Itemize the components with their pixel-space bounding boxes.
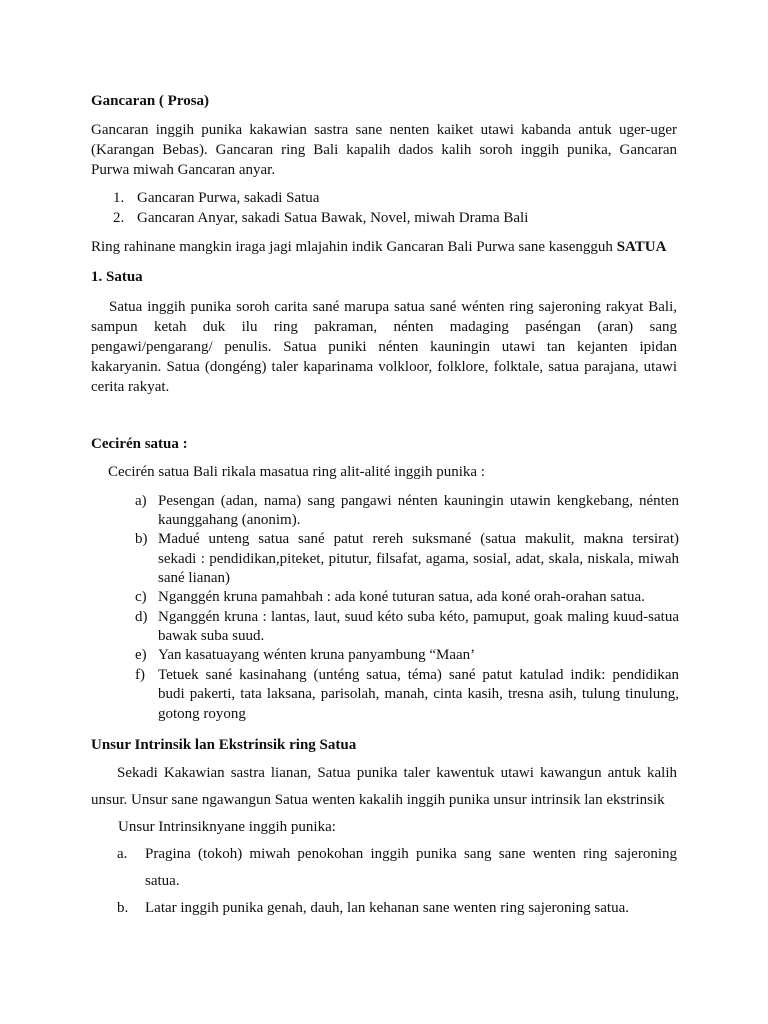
list-item	[135, 530, 679, 588]
list-item-line: Pesengan (adan, nama) sang pangawi nénten kauningin utawin kengkebang, nénten	[158, 492, 679, 509]
list-item-body	[158, 588, 679, 607]
list-item-line: budi pakerti, tata laksana, parisolah, manah, cinta kasih, tresna asih, tulung tinulung,	[158, 686, 679, 703]
intrinsik-list	[117, 841, 677, 922]
list-item-line: gotong royong	[158, 705, 246, 722]
list-item-line: Nganggén kruna pamahbah : ada koné tuturan satua, ada koné orah-orahan satua.	[158, 589, 645, 606]
list-item-line: Yan kasatuayang wénten kruna panyambung “Maan’	[158, 647, 476, 664]
intrinsik-intro: Unsur Intrinsiknyane inggih punika:	[118, 818, 336, 835]
list-item	[113, 208, 677, 229]
paragraph-line: Satua inggih punika soroh carita sané marupa satua sané wénten ring sajeroning rakyat Bali,	[109, 298, 677, 315]
paragraph-line: Sekadi Kakawian sastra lianan, Satua punika taler kawentuk utawi kawangun antuk kalih	[117, 764, 677, 781]
list-marker: b.	[117, 899, 129, 916]
gancaran-types-list	[113, 188, 677, 229]
list-marker: a.	[117, 845, 128, 862]
paragraph-line: (Karangan Bebas). Gancaran ring Bali kapalih dados kalih soroh inggih punika, Gancaran	[91, 141, 677, 158]
paragraph-line: cerita rakyat.	[91, 378, 170, 395]
satua-paragraph	[91, 297, 677, 397]
list-item-body	[145, 895, 677, 922]
list-item	[117, 895, 677, 922]
heading-gancaran-prosa: Gancaran ( Prosa)	[91, 93, 210, 109]
list-item	[135, 492, 679, 531]
list-marker: e)	[135, 647, 147, 664]
list-marker: 2.	[113, 210, 125, 226]
list-item-line: Nganggén kruna : lantas, laut, suud kéto suba kéto, pamuput, goak maling kuud-satua	[158, 608, 679, 625]
paragraph-line: unsur. Unsur sane ngawangun Satua wenten kakalih inggih punika unsur intrinsik lan ekstrinsik	[91, 791, 665, 808]
list-item	[135, 666, 679, 724]
list-item-line: satua.	[145, 872, 180, 889]
paragraph-line: pengawi/pengarang/ penulis. Satua puniki nénten kauningin utawi tan kejanten ipidan	[91, 338, 677, 355]
paragraph-line: Purwa miwah Gancaran anyar.	[91, 161, 276, 178]
list-item	[135, 588, 679, 607]
ceciren-heading: Cecirén satua :	[91, 435, 188, 452]
list-item-line: Tetuek sané kasinahang (unténg satua, téma) sané patut katulad indik: pendidikan	[158, 666, 679, 683]
list-marker: c)	[135, 589, 147, 606]
list-item	[135, 608, 679, 647]
list-item	[135, 646, 679, 665]
ceciren-list	[135, 492, 679, 724]
list-item-body	[145, 841, 677, 895]
study-sentence-text: Ring rahinane mangkin iraga jagi mlajahin indik Gancaran Bali Purwa sane kasengguh	[91, 238, 613, 255]
list-marker: f)	[135, 666, 145, 683]
list-marker: b)	[135, 531, 148, 548]
ceciren-intro: Cecirén satua Bali rikala masatua ring alit-alité inggih punika :	[108, 463, 485, 480]
list-item-body	[158, 492, 679, 531]
list-item-body	[158, 646, 679, 665]
list-item-text: Gancaran Anyar, sakadi Satua Bawak, Novel, miwah Drama Bali	[137, 210, 529, 226]
list-item-body	[158, 666, 679, 724]
list-item-line: sané lianan)	[158, 570, 231, 587]
list-item-line: Pragina (tokoh) miwah penokohan inggih punika sang sane wenten ring sajeroning	[145, 845, 677, 862]
list-item	[113, 188, 677, 209]
paragraph-line: Gancaran inggih punika kakawian sastra sane nenten kaiket utawi kabanda antuk uger-uger	[91, 121, 677, 138]
paragraph-line: kakaryanin. Satua (dongéng) taler kaparinama volkloor, folklore, folktale, satua parajana, utawi	[91, 358, 677, 375]
list-item-line: sekadi : pendidikan,piteket, pitutur, filsafat, agama, sosial, adat, skala, niskala, miwah	[158, 550, 679, 567]
intro-paragraph	[91, 120, 677, 180]
list-item-body	[158, 530, 679, 588]
section-number: 1.	[91, 268, 103, 285]
list-marker: a)	[135, 492, 147, 509]
list-item-line: Latar inggih punika genah, dauh, lan kehanan sane wenten ring sajeroning satua.	[145, 899, 630, 916]
list-marker: d)	[135, 608, 148, 625]
section-title: Satua	[106, 268, 143, 285]
unsur-paragraph	[91, 760, 677, 814]
satua-heading	[91, 267, 291, 287]
list-item-line: bawak suba suud.	[158, 628, 265, 645]
list-item-line: Madué unteng satua sané patut rereh suksmané (satua makulit, makna tersirat)	[158, 531, 679, 548]
list-marker: 1.	[113, 189, 125, 206]
unsur-heading: Unsur Intrinsik lan Ekstrinsik ring Satua	[91, 736, 357, 753]
list-item-line: kaunggahang (anonim).	[158, 511, 301, 528]
paragraph-line: sampun ketah duk ilu ring pakraman, nénten madaging paséngan (aran) sang	[91, 318, 677, 335]
study-sentence	[91, 237, 666, 257]
list-item-body	[158, 608, 679, 647]
list-item	[117, 841, 677, 895]
list-item-text: Gancaran Purwa, sakadi Satua	[137, 189, 320, 206]
satua-emphasis: SATUA	[616, 238, 667, 255]
